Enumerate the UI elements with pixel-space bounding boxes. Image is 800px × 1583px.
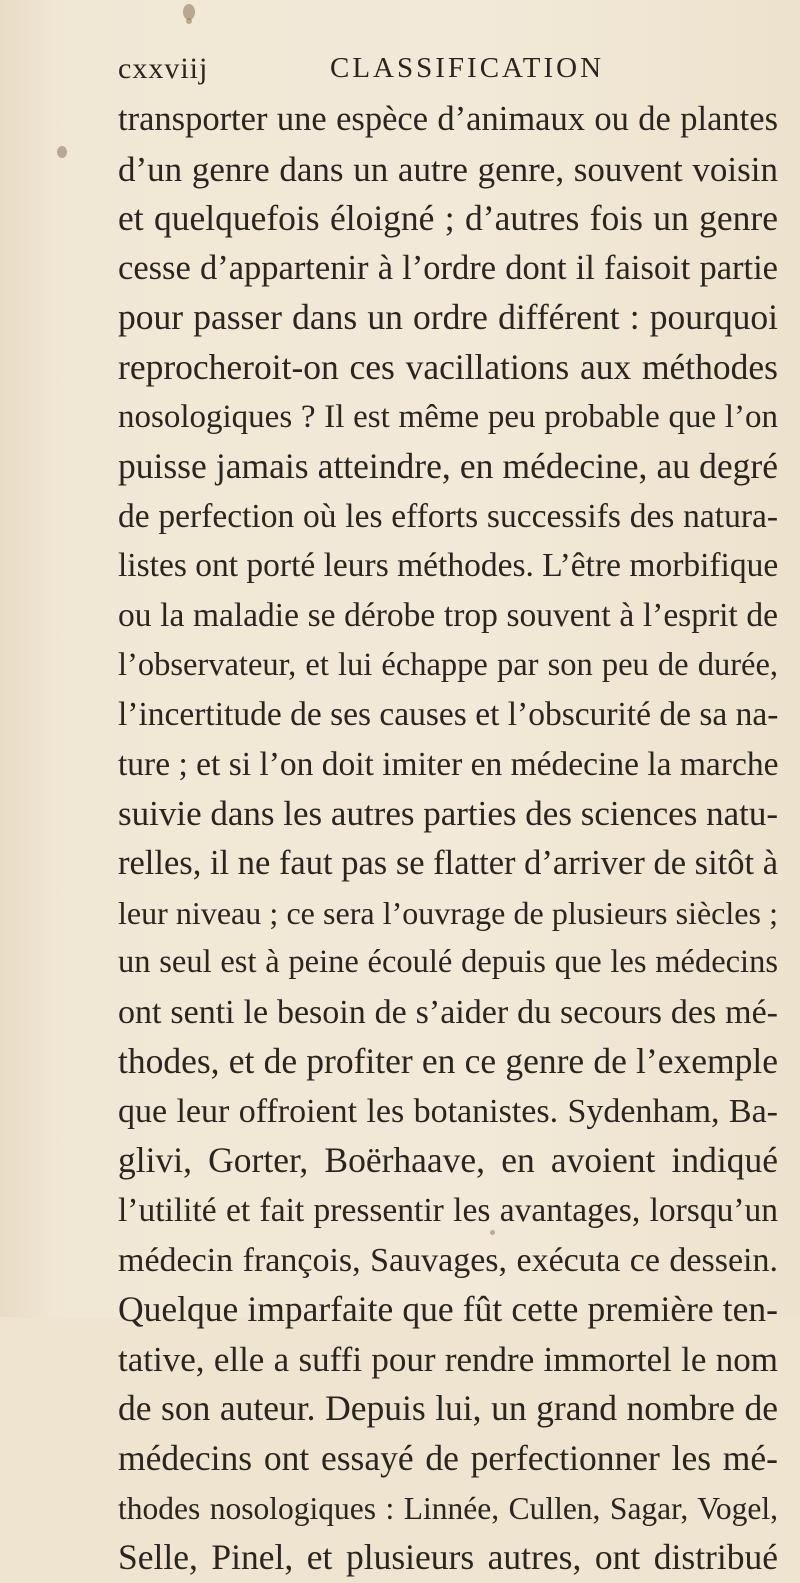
- text-line: glivi, Gorter, Boërhaave, en avoient indiqué: [118, 1140, 778, 1181]
- text-line: nosologiques ? Il est même peu probable que l’on: [118, 398, 778, 435]
- text-line: l’utilité et fait pressentir les avantages, lorsqu’un: [118, 1192, 778, 1230]
- text-line: relles, il ne faut pas se flatter d’arriver de sitôt à: [118, 843, 779, 882]
- stain-mark: [175, 0, 205, 40]
- text-line: tative, elle a suffi pour rendre immortel le nom: [118, 1339, 778, 1379]
- text-line: Quelque imparfaite que fût cette première ten-: [118, 1289, 778, 1330]
- text-line: l’observateur, et lui échappe par son peu de durée,: [118, 646, 778, 683]
- text-line: cesse d’appartenir à l’ordre dont il faisoit partie: [118, 248, 778, 287]
- text-line: thodes, et de profiter en ce genre de l’exemple: [118, 1041, 778, 1082]
- text-line: ont senti le besoin de s’aider du secours des mé-: [118, 993, 778, 1031]
- text-line: un seul est à peine écoulé depuis que les médecins: [118, 944, 778, 981]
- text-line: ou la maladie se dérobe trop souvent à l’esprit de: [118, 596, 778, 634]
- text-line: médecins ont essayé de perfectionner les mé-: [118, 1438, 778, 1479]
- page-header: [118, 52, 778, 92]
- text-line: leur niveau ; ce sera l’ouvrage de plusieurs siècles ;: [118, 894, 778, 931]
- text-line: listes ont porté leurs méthodes. L’être morbifique: [118, 547, 779, 585]
- ink-speck: [57, 146, 67, 158]
- text-line: suivie dans les autres parties des sciences natu-: [118, 794, 778, 834]
- text-line: ture ; et si l’on doit imiter en médecine la marche: [118, 745, 779, 783]
- text-line: thodes nosologiques : Linnée, Cullen, Sagar, Vogel,: [118, 1490, 778, 1526]
- running-head: CLASSIFICATION: [330, 52, 605, 84]
- text-line: médecin françois, Sauvages, exécuta ce dessein.: [118, 1241, 778, 1279]
- text-line: reprocheroit-on ces vacillations aux méthodes: [118, 346, 778, 387]
- text-line: que leur offroient les botanistes. Sydenham, Ba-: [118, 1092, 778, 1130]
- text-line: de son auteur. Depuis lui, un grand nombre de: [118, 1388, 778, 1429]
- text-line: d’un genre dans un autre genre, souvent voisin: [118, 149, 778, 189]
- text-line: de perfection où les efforts successifs des natura-: [118, 497, 778, 535]
- text-line: puisse jamais atteindre, en médecine, au degré: [118, 446, 778, 487]
- text-line: Selle, Pinel, et plusieurs autres, ont distribué: [118, 1537, 778, 1578]
- text-line: transporter une espèce d’animaux ou de plantes: [118, 100, 778, 138]
- body-text: [118, 95, 778, 1583]
- text-line: pour passer dans un ordre différent : pourquoi: [118, 297, 778, 338]
- page-number: cxxviij: [118, 52, 209, 85]
- text-line: l’incertitude de ses causes et l’obscurité de sa na-: [118, 696, 779, 734]
- text-line: et quelquefois éloigné ; d’autres fois un genre: [118, 198, 778, 239]
